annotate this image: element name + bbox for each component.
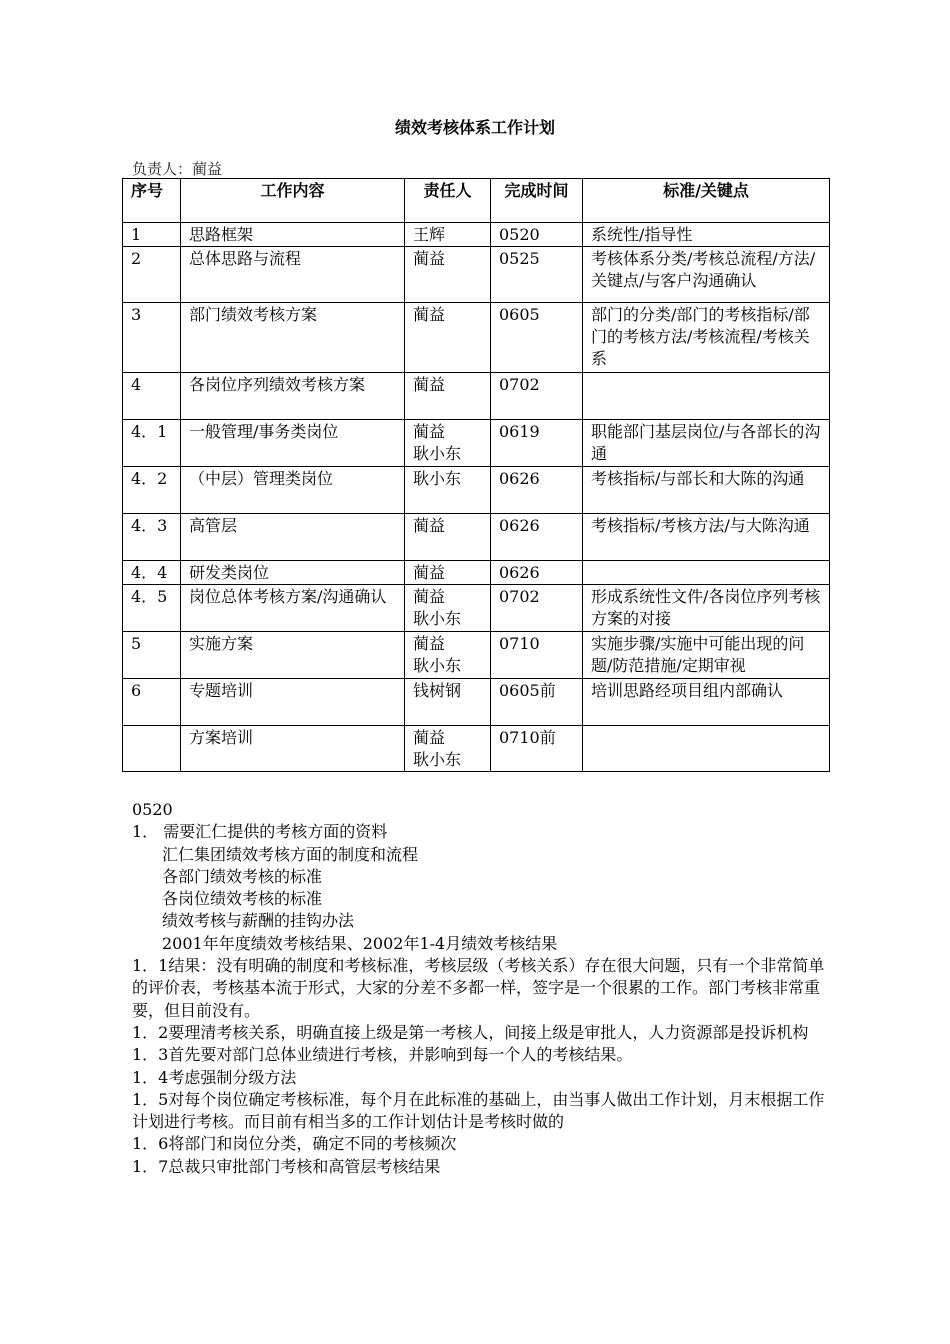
cell-deadline: 0605前 (491, 679, 583, 726)
table-row (123, 726, 830, 772)
note-point: 1．4考虑强制分级方法 (132, 1067, 297, 1087)
note-point: 1．6将部门和岗位分类，确定不同的考核频次 (132, 1134, 457, 1154)
cell-deadline: 0626 (491, 514, 583, 561)
cell-deadline: 0710前 (491, 726, 583, 772)
cell-deadline: 0626 (491, 467, 583, 514)
cell-owner: 蔺益 (405, 373, 491, 420)
header-deadline: 完成时间 (491, 179, 583, 223)
owner-line: 负责人：蔺益 (132, 160, 223, 178)
cell-deadline: 0626 (491, 561, 583, 585)
note-point: 1．2要理清考核关系，明确直接上级是第一考核人，间接上级是审批人，人力资源部是投诉机构 (132, 1022, 809, 1042)
cell-deadline: 0710 (491, 632, 583, 679)
cell-seq: 5 (123, 632, 181, 679)
table-row (123, 223, 830, 247)
header-standard: 标准/关键点 (583, 179, 830, 223)
cell-content: 部门绩效考核方案 (181, 303, 405, 373)
note-point: 1．7总裁只审批部门考核和高管层考核结果 (132, 1156, 441, 1176)
cell-content: 总体思路与流程 (181, 247, 405, 303)
cell-deadline: 0702 (491, 373, 583, 420)
cell-owner: 蔺益 耿小东 (405, 632, 491, 679)
material-item: 绩效考核与薪酬的挂钩办法 (162, 911, 355, 931)
cell-seq (123, 726, 181, 772)
material-item: 各部门绩效考核的标准 (162, 866, 323, 886)
cell-deadline: 0619 (491, 420, 583, 467)
cell-content: 各岗位序列绩效考核方案 (181, 373, 405, 420)
cell-standard (583, 726, 830, 772)
cell-owner: 蔺益 (405, 303, 491, 373)
table-row (123, 420, 830, 467)
table-row (123, 303, 830, 373)
cell-standard: 考核指标/考核方法/与大陈沟通 (583, 514, 830, 561)
cell-owner: 蔺益 耿小东 (405, 585, 491, 632)
cell-deadline: 0702 (491, 585, 583, 632)
cell-standard: 部门的分类/部门的考核指标/部门的考核方法/考核流程/考核关系 (583, 303, 830, 373)
cell-content: 思路框架 (181, 223, 405, 247)
cell-seq: 4．3 (123, 514, 181, 561)
cell-standard: 考核体系分类/考核总流程/方法/关键点/与客户沟通确认 (583, 247, 830, 303)
cell-owner: 蔺益 耿小东 (405, 420, 491, 467)
cell-seq: 4．5 (123, 585, 181, 632)
cell-standard: 职能部门基层岗位/与各部长的沟通 (583, 420, 830, 467)
table-body (123, 223, 830, 772)
table-row (123, 679, 830, 726)
header-content: 工作内容 (181, 179, 405, 223)
cell-deadline: 0605 (491, 303, 583, 373)
cell-seq: 3 (123, 303, 181, 373)
cell-owner: 蔺益 (405, 561, 491, 585)
note-point: 1．1结果：没有明确的制度和考核标准，考核层级（考核关系）存在很大问题，只有一个非常简单的评价表，考核基本流于形式，大家的分差不多都一样，签字是一个很累的工作。部门考核非常重要，但目前没有。 (132, 956, 825, 1020)
cell-standard: 形成系统性文件/各岗位序列考核方案的对接 (583, 585, 830, 632)
cell-owner: 钱树钢 (405, 679, 491, 726)
cell-standard: 系统性/指导性 (583, 223, 830, 247)
cell-content: 岗位总体考核方案/沟通确认 (181, 585, 405, 632)
cell-standard: 实施步骤/实施中可能出现的问题/防范措施/定期审视 (583, 632, 830, 679)
cell-content: 高管层 (181, 514, 405, 561)
material-item: 2001年年度绩效考核结果、2002年1-4月绩效考核结果 (162, 933, 558, 953)
cell-deadline: 0525 (491, 247, 583, 303)
cell-content: 实施方案 (181, 632, 405, 679)
cell-standard (583, 561, 830, 585)
table-row (123, 585, 830, 632)
work-plan-table (122, 178, 830, 772)
header-seq: 序号 (123, 179, 181, 223)
cell-seq: 4．4 (123, 561, 181, 585)
table-row (123, 514, 830, 561)
cell-seq: 4．2 (123, 467, 181, 514)
notes-item-1: 1． 需要汇仁提供的考核方面的资料 (132, 822, 388, 842)
notes-date: 0520 (132, 800, 173, 819)
table-row (123, 467, 830, 514)
cell-seq: 2 (123, 247, 181, 303)
table-row (123, 247, 830, 303)
cell-seq: 6 (123, 679, 181, 726)
cell-content: 专题培训 (181, 679, 405, 726)
cell-owner: 蔺益 (405, 514, 491, 561)
cell-content: 方案培训 (181, 726, 405, 772)
table-row (123, 561, 830, 585)
cell-owner: 蔺益 耿小东 (405, 726, 491, 772)
header-owner: 责任人 (405, 179, 491, 223)
cell-seq: 4 (123, 373, 181, 420)
meeting-notes (132, 799, 832, 1178)
cell-seq: 1 (123, 223, 181, 247)
note-point: 1．5对每个岗位确定考核标准，每个月在此标准的基础上，由当事人做出工作计划，月末根据工作计划进行考核。而目前有相当多的工作计划估计是考核时做的 (132, 1089, 825, 1132)
cell-deadline: 0520 (491, 223, 583, 247)
cell-owner: 耿小东 (405, 467, 491, 514)
cell-standard (583, 373, 830, 420)
material-item: 汇仁集团绩效考核方面的制度和流程 (162, 844, 419, 864)
cell-content: 研发类岗位 (181, 561, 405, 585)
table-header-row (123, 179, 830, 223)
cell-owner: 蔺益 (405, 247, 491, 303)
note-point: 1．3首先要对部门总体业绩进行考核，并影响到每一个人的考核结果。 (132, 1045, 633, 1065)
page-title: 绩效考核体系工作计划 (394, 118, 555, 137)
cell-seq: 4．1 (123, 420, 181, 467)
cell-owner: 王辉 (405, 223, 491, 247)
cell-content: 一般管理/事务类岗位 (181, 420, 405, 467)
cell-standard: 培训思路经项目组内部确认 (583, 679, 830, 726)
table-row (123, 632, 830, 679)
material-item: 各岗位绩效考核的标准 (162, 889, 323, 909)
cell-standard: 考核指标/与部长和大陈的沟通 (583, 467, 830, 514)
table-row (123, 373, 830, 420)
cell-content: （中层）管理类岗位 (181, 467, 405, 514)
